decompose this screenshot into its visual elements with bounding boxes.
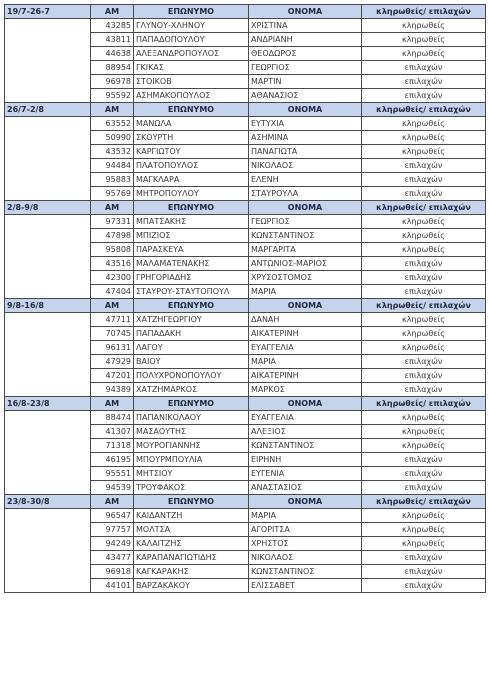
period-spacer-cell xyxy=(5,117,91,131)
surname-cell: ΠΑΠΑΔΟΠΟΥΛΟΥ xyxy=(134,33,249,47)
registry-number: 44638 xyxy=(91,47,134,61)
status-cell: κληρωθείς xyxy=(362,19,486,33)
surname-cell: ΚΑΙΔΑΝΤΖΗ xyxy=(134,509,249,523)
surname-cell: ΜΗΤΣΙΟΥ xyxy=(134,467,249,481)
table-row xyxy=(5,33,486,47)
period-spacer-cell xyxy=(5,257,91,271)
surname-cell: ΑΛΕΞΑΝΔΡΟΠΟΥΛΟΣ xyxy=(134,47,249,61)
registry-number: 43532 xyxy=(91,145,134,159)
column-header-surname: ΕΠΩΝΥΜΟ xyxy=(134,201,249,215)
table-row xyxy=(5,369,486,383)
first-name-cell: ΔΑΝΑΗ xyxy=(249,313,362,327)
period-spacer-cell xyxy=(5,33,91,47)
first-name-cell: ΕΛΙΣΣΑΒΕΤ xyxy=(249,579,362,593)
period-spacer-cell xyxy=(5,229,91,243)
status-cell: κληρωθείς xyxy=(362,33,486,47)
column-header-surname: ΕΠΩΝΥΜΟ xyxy=(134,397,249,411)
period-spacer-cell xyxy=(5,579,91,593)
period-spacer-cell xyxy=(5,355,91,369)
period-spacer-cell xyxy=(5,341,91,355)
column-header-surname: ΕΠΩΝΥΜΟ xyxy=(134,5,249,19)
surname-cell: ΠΑΠΑΔΑΚΗ xyxy=(134,327,249,341)
column-header-am: ΑΜ xyxy=(91,103,134,117)
surname-cell: ΑΣΗΜΑΚΟΠΟΥΛΟΣ xyxy=(134,89,249,103)
status-cell: κληρωθείς xyxy=(362,537,486,551)
table-row xyxy=(5,467,486,481)
registry-number: 95769 xyxy=(91,187,134,201)
first-name-cell: ΓΕΩΡΓΙΟΣ xyxy=(249,61,362,75)
status-cell: κληρωθείς xyxy=(362,145,486,159)
table-row xyxy=(5,257,486,271)
status-cell: κληρωθείς xyxy=(362,327,486,341)
surname-cell: ΠΟΛΥΧΡΟΝΟΠΟΥΛΟΥ xyxy=(134,369,249,383)
first-name-cell: ΕΥΑΓΓΕΛΙΑ xyxy=(249,341,362,355)
first-name-cell: ΝΙΚΟΛΑΟΣ xyxy=(249,159,362,173)
first-name-cell: ΑΓΟΡΙΤΣΑ xyxy=(249,523,362,537)
registry-number: 42300 xyxy=(91,271,134,285)
table-row xyxy=(5,313,486,327)
surname-cell: ΠΑΡΑΣΚΕΥΑ xyxy=(134,243,249,257)
registry-number: 95883 xyxy=(91,173,134,187)
table-row xyxy=(5,187,486,201)
column-header-status: κληρωθείς/ επιλαχών xyxy=(362,201,486,215)
surname-cell: ΚΑΛΑΙΤΖΗΣ xyxy=(134,537,249,551)
period-spacer-cell xyxy=(5,75,91,89)
status-cell: επιλαχών xyxy=(362,173,486,187)
registry-number: 43811 xyxy=(91,33,134,47)
draw-results-table xyxy=(4,4,486,593)
first-name-cell: ΚΩΝΣΤΑΝΤΙΝΟΣ xyxy=(249,229,362,243)
period-label: 16/8-23/8 xyxy=(5,397,91,411)
period-label: 2/8-9/8 xyxy=(5,201,91,215)
period-label: 19/7-26-7 xyxy=(5,5,91,19)
status-cell: κληρωθείς xyxy=(362,117,486,131)
status-cell: επιλαχών xyxy=(362,453,486,467)
registry-number: 43516 xyxy=(91,257,134,271)
surname-cell: ΜΟΛΤΣΑ xyxy=(134,523,249,537)
surname-cell: ΒΑΙΟΥ xyxy=(134,355,249,369)
first-name-cell: ΓΕΩΡΓΙΟΣ xyxy=(249,215,362,229)
first-name-cell: ΧΡΥΣΟΣΤΟΜΟΣ xyxy=(249,271,362,285)
registry-number: 96918 xyxy=(91,565,134,579)
surname-cell: ΚΑΓΚΑΡΑΚΗΣ xyxy=(134,565,249,579)
table-row xyxy=(5,145,486,159)
registry-number: 88474 xyxy=(91,411,134,425)
status-cell: κληρωθείς xyxy=(362,229,486,243)
status-cell: επιλαχών xyxy=(362,187,486,201)
surname-cell: ΜΗΤΡΟΠΟΥΛΟΥ xyxy=(134,187,249,201)
table-row xyxy=(5,579,486,593)
period-spacer-cell xyxy=(5,411,91,425)
first-name-cell: ΧΡΗΣΤΟΣ xyxy=(249,537,362,551)
registry-number: 94389 xyxy=(91,383,134,397)
table-body xyxy=(5,5,486,593)
column-header-name: ΟΝΟΜΑ xyxy=(249,201,362,215)
column-header-name: ΟΝΟΜΑ xyxy=(249,397,362,411)
status-cell: κληρωθείς xyxy=(362,425,486,439)
first-name-cell: ΕΥΓΕΝΙΑ xyxy=(249,467,362,481)
status-cell: κληρωθείς xyxy=(362,439,486,453)
period-spacer-cell xyxy=(5,565,91,579)
table-row xyxy=(5,453,486,467)
period-header-row xyxy=(5,299,486,313)
first-name-cell: ΣΤΑΥΡΟΥΛΑ xyxy=(249,187,362,201)
status-cell: επιλαχών xyxy=(362,565,486,579)
period-spacer-cell xyxy=(5,481,91,495)
first-name-cell: ΘΕΟΔΩΡΟΣ xyxy=(249,47,362,61)
table-row xyxy=(5,75,486,89)
period-header-row xyxy=(5,397,486,411)
surname-cell: ΣΤΑΥΡΟΥ-ΣΤΑΥΤΟΠΟΥΛ xyxy=(134,285,249,299)
table-row xyxy=(5,565,486,579)
first-name-cell: ΑΣΗΜΙΝΑ xyxy=(249,131,362,145)
registry-number: 88954 xyxy=(91,61,134,75)
period-spacer-cell xyxy=(5,551,91,565)
status-cell: κληρωθείς xyxy=(362,47,486,61)
status-cell: επιλαχών xyxy=(362,61,486,75)
first-name-cell: ΑΛΕΞΙΟΣ xyxy=(249,425,362,439)
surname-cell: ΜΑΛΑΜΑΤΕΝΑΚΗΣ xyxy=(134,257,249,271)
table-row xyxy=(5,243,486,257)
period-header-row xyxy=(5,5,486,19)
registry-number: 96131 xyxy=(91,341,134,355)
column-header-surname: ΕΠΩΝΥΜΟ xyxy=(134,103,249,117)
registry-number: 94249 xyxy=(91,537,134,551)
surname-cell: ΛΑΓΟΥ xyxy=(134,341,249,355)
first-name-cell: ΝΙΚΟΛΑΟΣ xyxy=(249,551,362,565)
table-row xyxy=(5,383,486,397)
first-name-cell: ΑΙΚΑΤΕΡΙΝΗ xyxy=(249,327,362,341)
period-header-row xyxy=(5,201,486,215)
first-name-cell: ΑΝΔΡΙΑΝΗ xyxy=(249,33,362,47)
column-header-status: κληρωθείς/ επιλαχών xyxy=(362,5,486,19)
surname-cell: ΚΑΡΓΙΩΤΟΥ xyxy=(134,145,249,159)
column-header-surname: ΕΠΩΝΥΜΟ xyxy=(134,495,249,509)
registry-number: 43477 xyxy=(91,551,134,565)
period-spacer-cell xyxy=(5,509,91,523)
surname-cell: ΜΑΣΑΟΥΤΗΣ xyxy=(134,425,249,439)
status-cell: επιλαχών xyxy=(362,579,486,593)
column-header-name: ΟΝΟΜΑ xyxy=(249,103,362,117)
period-spacer-cell xyxy=(5,285,91,299)
surname-cell: ΚΑΡΑΠΑΝΑΓΙΩΤΙΔΗΣ xyxy=(134,551,249,565)
column-header-am: ΑΜ xyxy=(91,201,134,215)
table-row xyxy=(5,47,486,61)
surname-cell: ΣΤΟΙΚΟΒ xyxy=(134,75,249,89)
first-name-cell: ΕΥΑΓΓΕΛΙΑ xyxy=(249,411,362,425)
table-row xyxy=(5,229,486,243)
first-name-cell: ΚΩΝΣΤΑΝΤΙΝΟΣ xyxy=(249,565,362,579)
table-row xyxy=(5,173,486,187)
table-row xyxy=(5,523,486,537)
period-spacer-cell xyxy=(5,173,91,187)
registry-number: 94484 xyxy=(91,159,134,173)
period-spacer-cell xyxy=(5,131,91,145)
table-row xyxy=(5,271,486,285)
registry-number: 47201 xyxy=(91,369,134,383)
surname-cell: ΜΟΥΡΟΓΙΑΝΝΗΣ xyxy=(134,439,249,453)
column-header-status: κληρωθείς/ επιλαχών xyxy=(362,397,486,411)
registry-number: 70745 xyxy=(91,327,134,341)
column-header-status: κληρωθείς/ επιλαχών xyxy=(362,495,486,509)
column-header-am: ΑΜ xyxy=(91,397,134,411)
period-spacer-cell xyxy=(5,439,91,453)
table-row xyxy=(5,341,486,355)
surname-cell: ΜΑΝΩΛΑ xyxy=(134,117,249,131)
first-name-cell: ΚΩΝΣΤΑΝΤΙΝΟΣ xyxy=(249,439,362,453)
surname-cell: ΓΛΥΝΟΥ-ΧΛΗΝΟΥ xyxy=(134,19,249,33)
table-row xyxy=(5,19,486,33)
period-spacer-cell xyxy=(5,327,91,341)
surname-cell: ΧΑΤΖΗΓΕΩΡΓΙΟΥ xyxy=(134,313,249,327)
surname-cell: ΠΛΑΤΟΠΟΥΛΟΣ xyxy=(134,159,249,173)
table-row xyxy=(5,411,486,425)
status-cell: επιλαχών xyxy=(362,159,486,173)
status-cell: κληρωθείς xyxy=(362,131,486,145)
first-name-cell: ΠΑΝΑΓΙΩΤΑ xyxy=(249,145,362,159)
period-spacer-cell xyxy=(5,425,91,439)
table-row xyxy=(5,509,486,523)
table-row xyxy=(5,61,486,75)
surname-cell: ΓΡΗΓΟΡΙΑΔΗΣ xyxy=(134,271,249,285)
column-header-surname: ΕΠΩΝΥΜΟ xyxy=(134,299,249,313)
status-cell: κληρωθείς xyxy=(362,509,486,523)
status-cell: επιλαχών xyxy=(362,89,486,103)
period-spacer-cell xyxy=(5,89,91,103)
period-label: 9/8-16/8 xyxy=(5,299,91,313)
registry-number: 97331 xyxy=(91,215,134,229)
period-spacer-cell xyxy=(5,313,91,327)
status-cell: επιλαχών xyxy=(362,481,486,495)
surname-cell: ΜΠΟΥΡΜΠΟΥΛΙΑ xyxy=(134,453,249,467)
registry-number: 47898 xyxy=(91,229,134,243)
table-row xyxy=(5,327,486,341)
registry-number: 95592 xyxy=(91,89,134,103)
column-header-name: ΟΝΟΜΑ xyxy=(249,495,362,509)
table-row xyxy=(5,481,486,495)
column-header-name: ΟΝΟΜΑ xyxy=(249,5,362,19)
registry-number: 47929 xyxy=(91,355,134,369)
column-header-status: κληρωθείς/ επιλαχών xyxy=(362,299,486,313)
period-spacer-cell xyxy=(5,243,91,257)
surname-cell: ΓΚΙΚΑΣ xyxy=(134,61,249,75)
status-cell: κληρωθείς xyxy=(362,215,486,229)
period-spacer-cell xyxy=(5,271,91,285)
status-cell: κληρωθείς xyxy=(362,523,486,537)
period-spacer-cell xyxy=(5,467,91,481)
column-header-status: κληρωθείς/ επιλαχών xyxy=(362,103,486,117)
first-name-cell: ΜΑΡΤΙΝ xyxy=(249,75,362,89)
status-cell: κληρωθείς xyxy=(362,411,486,425)
first-name-cell: ΜΑΡΙΑ xyxy=(249,509,362,523)
registry-number: 94539 xyxy=(91,481,134,495)
period-spacer-cell xyxy=(5,523,91,537)
period-spacer-cell xyxy=(5,145,91,159)
status-cell: κληρωθείς xyxy=(362,313,486,327)
registry-number: 47711 xyxy=(91,313,134,327)
registry-number: 44101 xyxy=(91,579,134,593)
status-cell: επιλαχών xyxy=(362,271,486,285)
period-label: 23/8-30/8 xyxy=(5,495,91,509)
status-cell: επιλαχών xyxy=(362,355,486,369)
surname-cell: ΧΑΤΖΗΜΑΡΚΟΣ xyxy=(134,383,249,397)
surname-cell: ΜΑΓΚΛΑΡΑ xyxy=(134,173,249,187)
first-name-cell: ΕΛΕΝΗ xyxy=(249,173,362,187)
status-cell: επιλαχών xyxy=(362,551,486,565)
period-spacer-cell xyxy=(5,187,91,201)
first-name-cell: ΕΥΤΥΧΙΑ xyxy=(249,117,362,131)
status-cell: επιλαχών xyxy=(362,467,486,481)
status-cell: επιλαχών xyxy=(362,383,486,397)
first-name-cell: ΜΑΡΓΑΡΙΤΑ xyxy=(249,243,362,257)
first-name-cell: ΑΝΤΩΝΙΟΣ-ΜΑΡΙΟΣ xyxy=(249,257,362,271)
column-header-am: ΑΜ xyxy=(91,299,134,313)
table-row xyxy=(5,285,486,299)
first-name-cell: ΜΑΡΚΟΣ xyxy=(249,383,362,397)
registry-number: 43285 xyxy=(91,19,134,33)
table-row xyxy=(5,117,486,131)
period-spacer-cell xyxy=(5,537,91,551)
table-row xyxy=(5,355,486,369)
column-header-am: ΑΜ xyxy=(91,495,134,509)
registry-number: 63552 xyxy=(91,117,134,131)
status-cell: επιλαχών xyxy=(362,257,486,271)
registry-number: 46195 xyxy=(91,453,134,467)
first-name-cell: ΑΙΚΑΤΕΡΙΝΗ xyxy=(249,369,362,383)
status-cell: επιλαχών xyxy=(362,369,486,383)
surname-cell: ΠΑΠΑΝΙΚΟΛΑΟΥ xyxy=(134,411,249,425)
registry-number: 95551 xyxy=(91,467,134,481)
surname-cell: ΣΚΟΥΡΤΗ xyxy=(134,131,249,145)
registry-number: 96978 xyxy=(91,75,134,89)
status-cell: κληρωθείς xyxy=(362,341,486,355)
registry-number: 41307 xyxy=(91,425,134,439)
period-spacer-cell xyxy=(5,19,91,33)
table-row xyxy=(5,425,486,439)
table-row xyxy=(5,89,486,103)
first-name-cell: ΧΡΙΣΤΙΝΑ xyxy=(249,19,362,33)
status-cell: κληρωθείς xyxy=(362,243,486,257)
surname-cell: ΒΑΡΖΑΚΑΚΟΥ xyxy=(134,579,249,593)
first-name-cell: ΜΑΡΙΑ xyxy=(249,355,362,369)
status-cell: επιλαχών xyxy=(362,75,486,89)
column-header-am: ΑΜ xyxy=(91,5,134,19)
registry-number: 71318 xyxy=(91,439,134,453)
registry-number: 95808 xyxy=(91,243,134,257)
table-row xyxy=(5,159,486,173)
period-spacer-cell xyxy=(5,159,91,173)
period-spacer-cell xyxy=(5,369,91,383)
period-spacer-cell xyxy=(5,383,91,397)
registry-number: 96547 xyxy=(91,509,134,523)
registry-number: 50990 xyxy=(91,131,134,145)
surname-cell: ΜΠΙΖΙΟΣ xyxy=(134,229,249,243)
first-name-cell: ΑΘΑΝΑΣΙΟΣ xyxy=(249,89,362,103)
status-cell: επιλαχών xyxy=(362,285,486,299)
surname-cell: ΜΠΑΤΣΑΚΗΣ xyxy=(134,215,249,229)
first-name-cell: ΜΑΡΙΑ xyxy=(249,285,362,299)
first-name-cell: ΑΝΑΣΤΑΣΙΟΣ xyxy=(249,481,362,495)
registry-number: 47404 xyxy=(91,285,134,299)
table-row xyxy=(5,215,486,229)
period-spacer-cell xyxy=(5,215,91,229)
table-row xyxy=(5,551,486,565)
period-label: 26/7-2/8 xyxy=(5,103,91,117)
registry-number: 97757 xyxy=(91,523,134,537)
column-header-name: ΟΝΟΜΑ xyxy=(249,299,362,313)
period-spacer-cell xyxy=(5,453,91,467)
period-header-row xyxy=(5,103,486,117)
period-spacer-cell xyxy=(5,47,91,61)
period-spacer-cell xyxy=(5,61,91,75)
table-row xyxy=(5,537,486,551)
surname-cell: ΤΡΟΥΦΑΚΟΣ xyxy=(134,481,249,495)
table-row xyxy=(5,439,486,453)
first-name-cell: ΕΙΡΗΝΗ xyxy=(249,453,362,467)
table-row xyxy=(5,131,486,145)
period-header-row xyxy=(5,495,486,509)
